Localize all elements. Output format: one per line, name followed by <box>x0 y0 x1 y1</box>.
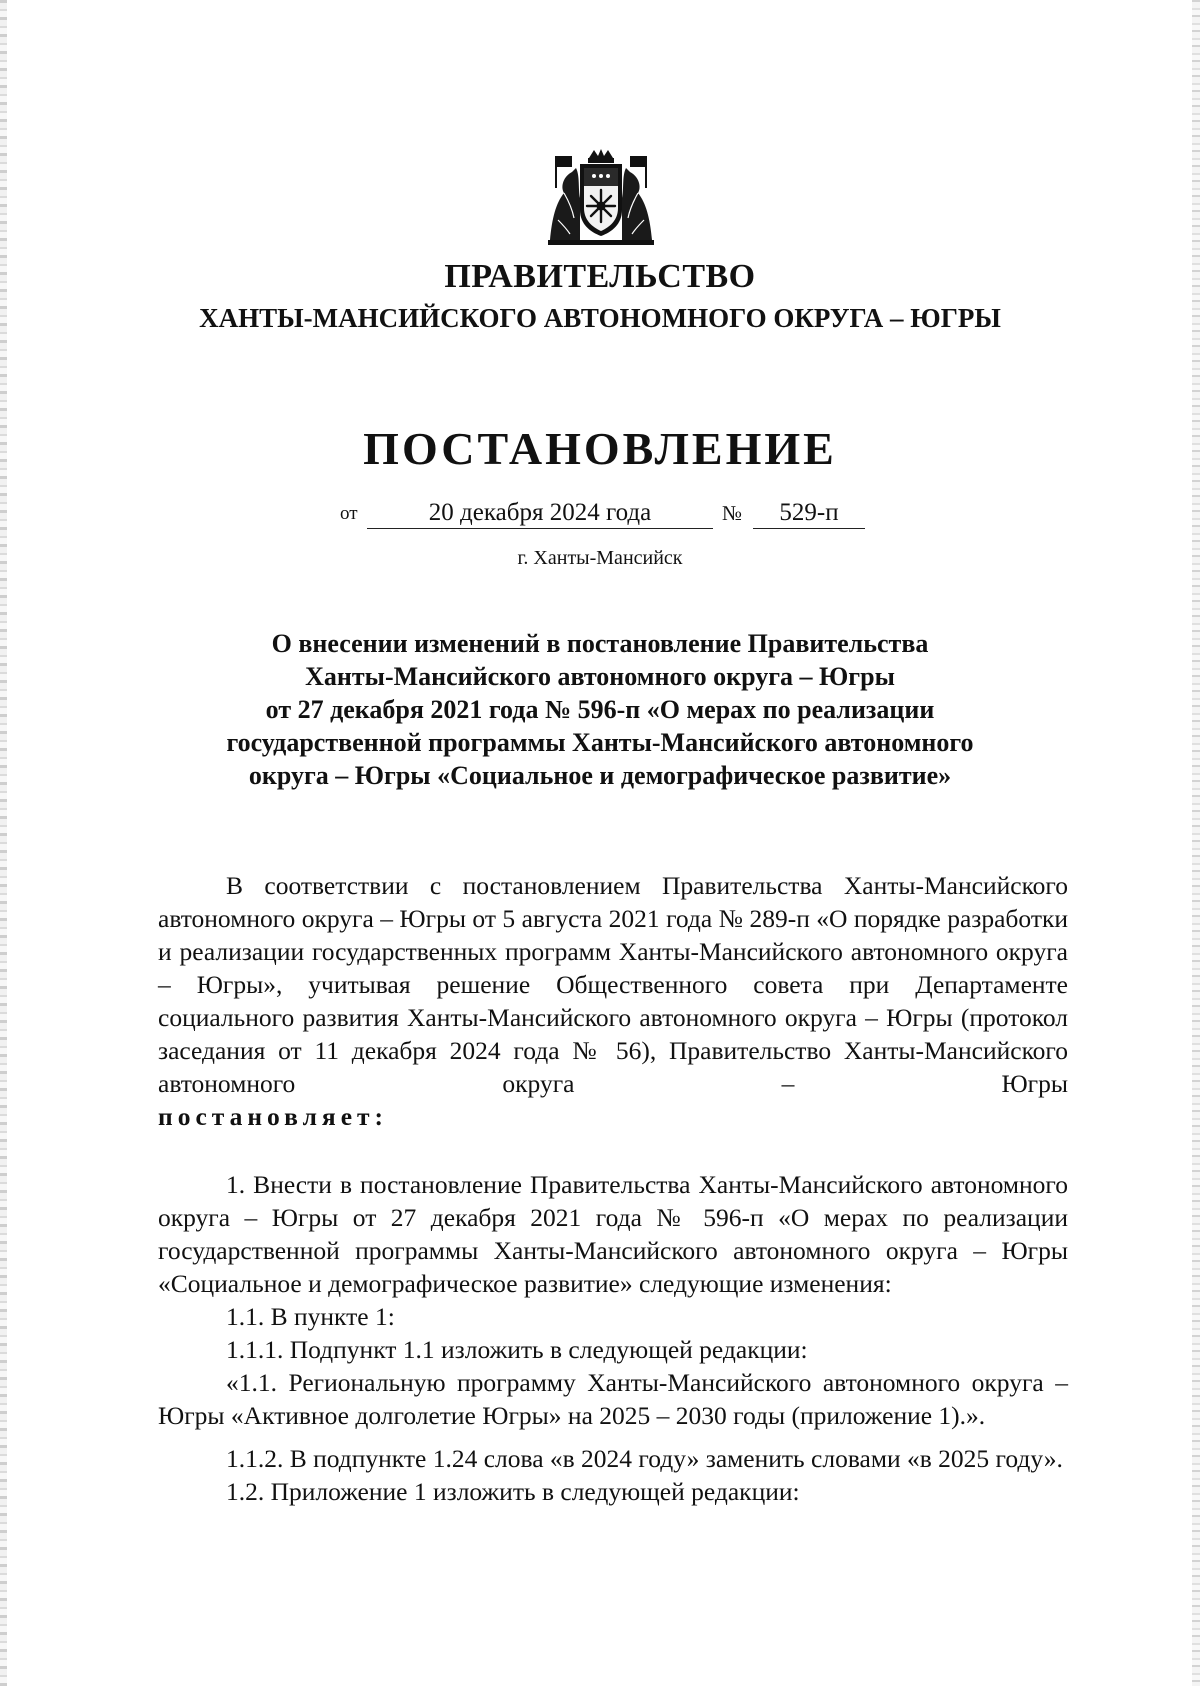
scan-edge-right <box>1192 0 1200 1686</box>
item-paragraph: 1.1.2. В подпункте 1.24 слова «в 2024 году» заменить словами «в 2025 году». <box>226 1444 1063 1473</box>
item-paragraph: 1.1.1. Подпункт 1.1 изложить в следующей редакции: <box>226 1335 808 1364</box>
coat-of-arms-icon <box>542 148 660 246</box>
document-subject <box>140 627 1060 792</box>
preamble-paragraph: В соответствии с постановлением Правительства Ханты-Мансийского автономного округа – Югры от 5 августа 2021 года № 289-п «О порядке разработки и реализации государственных программ Ханты-Мансийского автономного округа – Югры», учитывая решение Общественного совета при Департаменте социального развития Ханты-Мансийского автономного округа – Югры (протокол заседания от 11 декабря 2024 года № 56), Правительство Ханты-Мансийского автономного округа – Югры <box>158 871 1068 1098</box>
number-sign: № <box>722 501 743 525</box>
date-number-line <box>0 497 1200 531</box>
scan-edge-left <box>0 0 7 1686</box>
document-body <box>158 869 1068 1508</box>
item-paragraph: 1. Внести в постановление Правительства Ханты-Мансийского автономного округа – Югры от 27 декабря 2021 года № 596-п «О мерах по реализации государственной программы Ханты-Мансийского автономного округа – Югры «Социальное и демографическое развитие» следующие изменения: <box>158 1170 1068 1298</box>
subject-line: округа – Югры «Социальное и демографическое развитие» <box>248 761 952 790</box>
item-paragraph: «1.1. Региональную программу Ханты-Мансийского автономного округа – Югры «Активное долголетие Югры» на 2025 – 2030 годы (приложение 1).». <box>158 1368 1068 1430</box>
subject-line: от 27 декабря 2021 года № 596-п «О мерах по реализации <box>265 695 935 724</box>
subject-line: государственной программы Ханты-Мансийского автономного <box>226 728 974 757</box>
document-date: 20 декабря 2024 года <box>367 497 713 529</box>
government-subtitle: ХАНТЫ-МАНСИЙСКОГО АВТОНОМНОГО ОКРУГА – ЮГРЫ <box>199 303 1001 333</box>
subject-line: О внесении изменений в постановление Правительства <box>271 629 929 658</box>
government-title: ПРАВИТЕЛЬСТВО <box>444 258 756 295</box>
date-prefix: от <box>340 503 358 524</box>
document-number: 529-п <box>753 497 865 529</box>
subject-line: Ханты-Мансийского автономного округа – Югры <box>305 662 895 691</box>
item-paragraph: 1.2. Приложение 1 изложить в следующей редакции: <box>226 1477 800 1506</box>
city: г. Ханты-Мансийск <box>517 547 683 569</box>
document-type: ПОСТАНОВЛЕНИЕ <box>363 423 837 474</box>
decree-word: постановляет: <box>158 1102 389 1131</box>
item-paragraph: 1.1. В пункте 1: <box>226 1302 395 1331</box>
